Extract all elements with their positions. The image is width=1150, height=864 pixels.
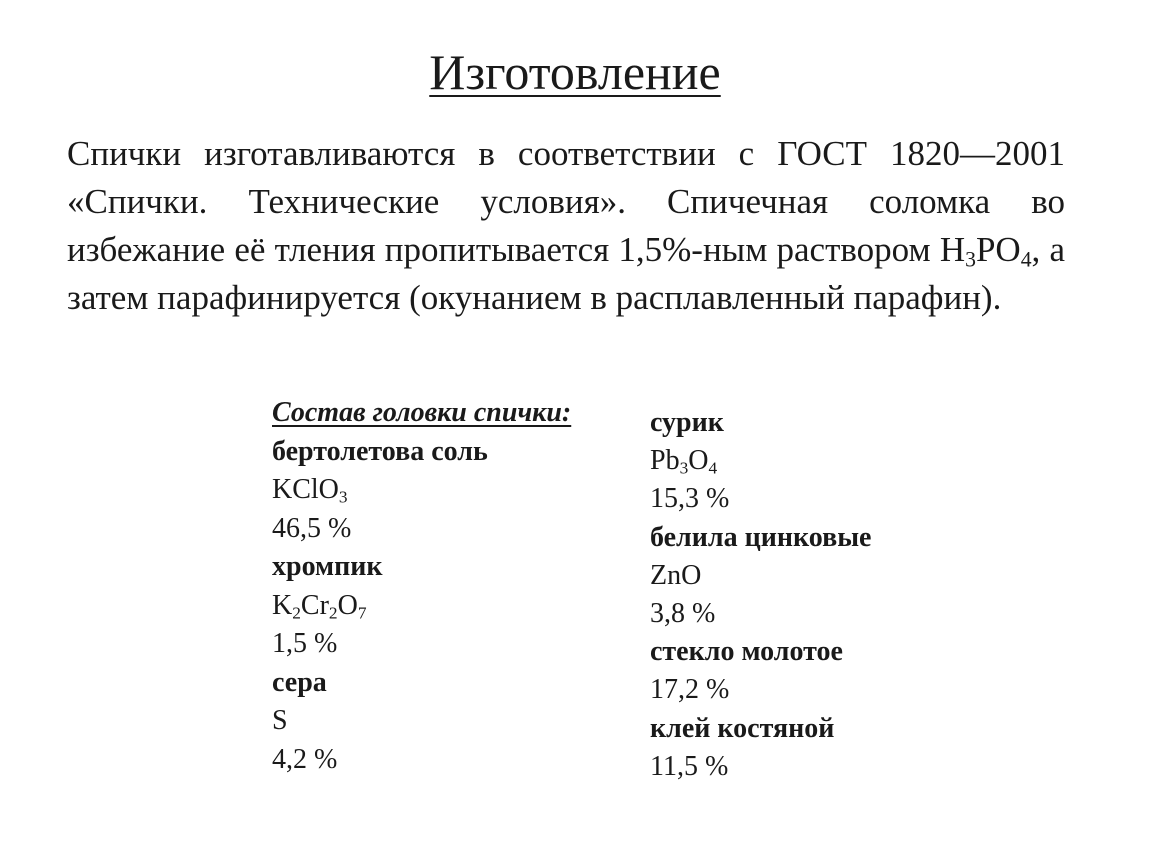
composition-heading: Состав головки спички: [272, 397, 572, 428]
ingredient-name: бертолетова соль [272, 435, 488, 467]
ingredient-name: хромпик [272, 551, 383, 582]
ingredient-formula: KClO$_3$ [272, 474, 348, 507]
ingredient-percent: 15,3 % [650, 483, 730, 515]
paragraph-text-1: Спички изготавливаются в соответствии с ГОСТ 1820—2001 «Спички. Технические условия». Спичечная соломка во избежание её тления пропитывается 1,5%-ным раствором H [67, 134, 1065, 269]
ingredient-name: белила цинковые [650, 521, 872, 553]
ingredient-formula: S [272, 705, 288, 736]
paragraph-text-3: , а затем парафинируется (окунанием в расплавленный парафин). [67, 230, 1065, 317]
ingredient-percent: 3,8 % [650, 598, 716, 630]
slide-title: Изготовление [429, 44, 721, 100]
paragraph-text-2: PO [975, 230, 1021, 269]
ingredient-name: стекло молотое [650, 636, 843, 668]
ingredient-percent: 1,5 % [272, 628, 338, 659]
ingredient-formula: ZnO [650, 559, 702, 591]
ingredient-name: сурик [650, 407, 724, 438]
ingredient-formula: $Pb_3O_4$ [650, 445, 718, 478]
paragraph-subscript-1: 3 [965, 247, 976, 272]
ingredient-name: клей костяной [650, 712, 835, 744]
ingredient-percent: 17,2 % [650, 674, 730, 706]
ingredient-name: сера [272, 666, 327, 698]
composition-left-column [272, 394, 632, 779]
ingredient-percent: 46,5 % [272, 512, 352, 544]
intro-paragraph [67, 130, 1065, 322]
paragraph-subscript-2: 4 [1020, 247, 1032, 272]
ingredient-percent: 4,2 % [272, 743, 338, 775]
composition-right-column [650, 404, 1030, 786]
ingredient-formula: $K_2Cr_2O_7$ [272, 589, 367, 622]
ingredient-percent: 11,5 % [650, 750, 729, 782]
